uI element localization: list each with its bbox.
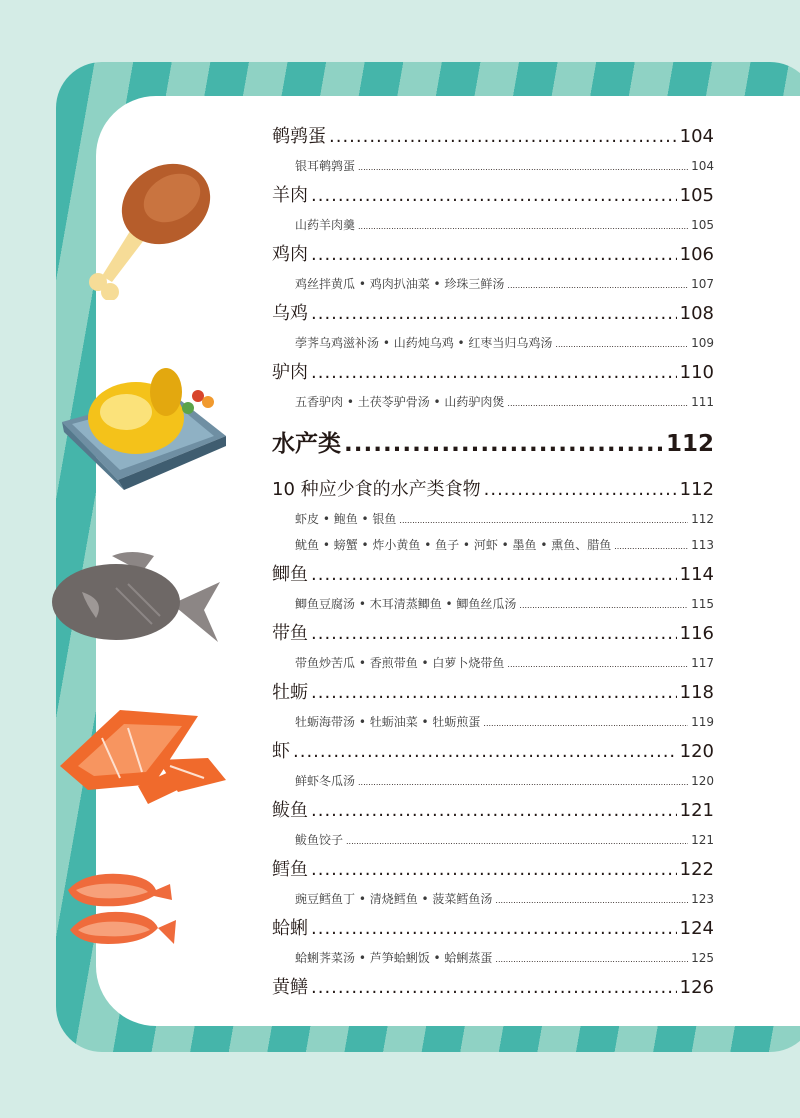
toc-title: 蛤蜊 xyxy=(272,918,308,939)
toc-page-number: 111 xyxy=(691,395,714,409)
toc-entry[interactable] xyxy=(272,120,714,153)
toc-title: 鸡丝拌黄瓜 • 鸡肉扒油菜 • 珍珠三鲜汤 xyxy=(295,277,505,291)
dot-leader xyxy=(507,391,688,417)
toc-title: 豌豆鳕鱼丁 • 清烧鳕鱼 • 菠菜鳕鱼汤 xyxy=(295,892,493,906)
dot-leader xyxy=(358,155,688,181)
toc-subentry[interactable] xyxy=(272,389,714,415)
toc-title: 山药羊肉羹 xyxy=(295,218,356,232)
toc-page-number: 104 xyxy=(679,126,714,147)
toc-title: 鸡肉 xyxy=(272,244,308,265)
dot-leader xyxy=(555,332,688,358)
chicken-drumstick-icon xyxy=(88,158,218,300)
toc-title: 鹌鹑蛋 xyxy=(272,126,326,147)
dot-leader xyxy=(311,794,677,827)
toc-title: 黄鳝 xyxy=(272,977,308,998)
toc-entry[interactable] xyxy=(272,676,714,709)
toc-page-number: 112 xyxy=(665,431,714,457)
dot-leader xyxy=(358,770,688,796)
toc-page-number: 121 xyxy=(679,800,714,821)
toc-page-number: 117 xyxy=(691,656,714,670)
dot-leader xyxy=(311,853,677,886)
dot-leader xyxy=(311,617,677,650)
shrimp-icon xyxy=(64,866,182,950)
toc-page-number: 112 xyxy=(679,479,714,500)
toc-page-number: 105 xyxy=(679,185,714,206)
toc-page-number: 115 xyxy=(691,597,714,611)
dot-leader xyxy=(311,297,677,330)
dot-leader xyxy=(495,947,688,973)
toc-page-number: 124 xyxy=(679,918,714,939)
toc-subentry[interactable] xyxy=(272,271,714,297)
toc-page-number: 120 xyxy=(679,741,714,762)
toc-title: 鲅鱼 xyxy=(272,800,308,821)
dot-leader xyxy=(293,735,677,768)
toc-entry[interactable] xyxy=(272,912,714,945)
toc-subentry[interactable] xyxy=(272,532,714,558)
toc-page-number: 112 xyxy=(691,512,714,526)
toc-subentry[interactable] xyxy=(272,886,714,912)
dot-leader xyxy=(519,593,688,619)
toc-title: 带鱼 xyxy=(272,623,308,644)
toc-page-number: 126 xyxy=(679,977,714,998)
salmon-fillet-icon xyxy=(58,708,230,808)
toc-page-number: 125 xyxy=(691,951,714,965)
toc-page-number: 106 xyxy=(679,244,714,265)
dot-leader xyxy=(311,356,677,389)
toc-page-number: 110 xyxy=(679,362,714,383)
toc-subentry[interactable] xyxy=(272,591,714,617)
toc-title: 10 种应少食的水产类食物 xyxy=(272,479,481,500)
fish-icon xyxy=(52,548,224,666)
dot-leader xyxy=(483,711,688,737)
toc-subentry[interactable] xyxy=(272,650,714,676)
toc-title: 鱿鱼 • 螃蟹 • 炸小黄鱼 • 鱼子 • 河虾 • 墨鱼 • 熏鱼、腊鱼 xyxy=(295,538,612,552)
toc-page-number: 104 xyxy=(691,159,714,173)
toc-entry[interactable] xyxy=(272,356,714,389)
toc-title: 羊肉 xyxy=(272,185,308,206)
toc-page-number: 113 xyxy=(691,538,714,552)
toc-entry[interactable] xyxy=(272,971,714,1004)
toc-page-number: 109 xyxy=(691,336,714,350)
toc-title: 虾皮 • 鲍鱼 • 银鱼 xyxy=(295,512,397,526)
dot-leader xyxy=(358,214,688,240)
toc-entry[interactable] xyxy=(272,735,714,768)
toc-title: 鲜虾冬瓜汤 xyxy=(295,774,356,788)
roast-chicken-icon xyxy=(60,356,228,496)
dot-leader xyxy=(344,415,663,473)
table-of-contents xyxy=(272,120,714,1004)
toc-entry[interactable] xyxy=(272,617,714,650)
dot-leader xyxy=(329,120,677,153)
toc-title: 牡蛎海带汤 • 牡蛎油菜 • 牡蛎煎蛋 xyxy=(295,715,481,729)
dot-leader xyxy=(311,971,677,1004)
toc-category[interactable] xyxy=(272,415,714,473)
dot-leader xyxy=(507,652,688,678)
toc-page-number: 118 xyxy=(679,682,714,703)
toc-title: 鲫鱼豆腐汤 • 木耳清蒸鲫鱼 • 鲫鱼丝瓜汤 xyxy=(295,597,517,611)
toc-title: 五香驴肉 • 土茯苓驴骨汤 • 山药驴肉煲 xyxy=(295,395,505,409)
toc-subentry[interactable] xyxy=(272,153,714,179)
toc-page-number: 114 xyxy=(679,564,714,585)
dot-leader xyxy=(311,676,677,709)
dot-leader xyxy=(507,273,688,299)
toc-entry[interactable] xyxy=(272,179,714,212)
toc-entry[interactable] xyxy=(272,853,714,886)
toc-entry[interactable] xyxy=(272,238,714,271)
toc-page-number: 122 xyxy=(679,859,714,880)
toc-subentry[interactable] xyxy=(272,945,714,971)
toc-subentry[interactable] xyxy=(272,709,714,735)
toc-title: 带鱼炒苦瓜 • 香煎带鱼 • 白萝卜烧带鱼 xyxy=(295,656,505,670)
toc-title: 乌鸡 xyxy=(272,303,308,324)
toc-page-number: 123 xyxy=(691,892,714,906)
toc-page-number: 121 xyxy=(691,833,714,847)
toc-title: 鳕鱼 xyxy=(272,859,308,880)
toc-entry[interactable] xyxy=(272,558,714,591)
toc-page-number: 119 xyxy=(691,715,714,729)
toc-entry[interactable] xyxy=(272,297,714,330)
toc-page-number: 120 xyxy=(691,774,714,788)
toc-title: 水产类 xyxy=(272,431,341,457)
toc-page-number: 116 xyxy=(679,623,714,644)
toc-title: 驴肉 xyxy=(272,362,308,383)
toc-title: 虾 xyxy=(272,741,290,762)
toc-subentry[interactable] xyxy=(272,330,714,356)
dot-leader xyxy=(484,473,677,506)
toc-subentry[interactable] xyxy=(272,768,714,794)
dot-leader xyxy=(311,558,677,591)
toc-title: 鲅鱼饺子 xyxy=(295,833,344,847)
dot-leader xyxy=(311,912,677,945)
toc-page-number: 105 xyxy=(691,218,714,232)
dot-leader xyxy=(399,508,688,534)
dot-leader xyxy=(614,534,688,560)
toc-title: 银耳鹌鹑蛋 xyxy=(295,159,356,173)
dot-leader xyxy=(311,238,677,271)
toc-entry[interactable] xyxy=(272,794,714,827)
toc-subentry[interactable] xyxy=(272,506,714,532)
toc-page-number: 107 xyxy=(691,277,714,291)
dot-leader xyxy=(346,829,688,855)
toc-subentry[interactable] xyxy=(272,827,714,853)
toc-title: 牡蛎 xyxy=(272,682,308,703)
dot-leader xyxy=(311,179,677,212)
dot-leader xyxy=(495,888,688,914)
toc-entry[interactable] xyxy=(272,473,714,506)
toc-page-number: 108 xyxy=(679,303,714,324)
toc-subentry[interactable] xyxy=(272,212,714,238)
toc-title: 鲫鱼 xyxy=(272,564,308,585)
toc-title: 蛤蜊荠菜汤 • 芦笋蛤蜊饭 • 蛤蜊蒸蛋 xyxy=(295,951,493,965)
toc-title: 荸荠乌鸡滋补汤 • 山药炖乌鸡 • 红枣当归乌鸡汤 xyxy=(295,336,553,350)
